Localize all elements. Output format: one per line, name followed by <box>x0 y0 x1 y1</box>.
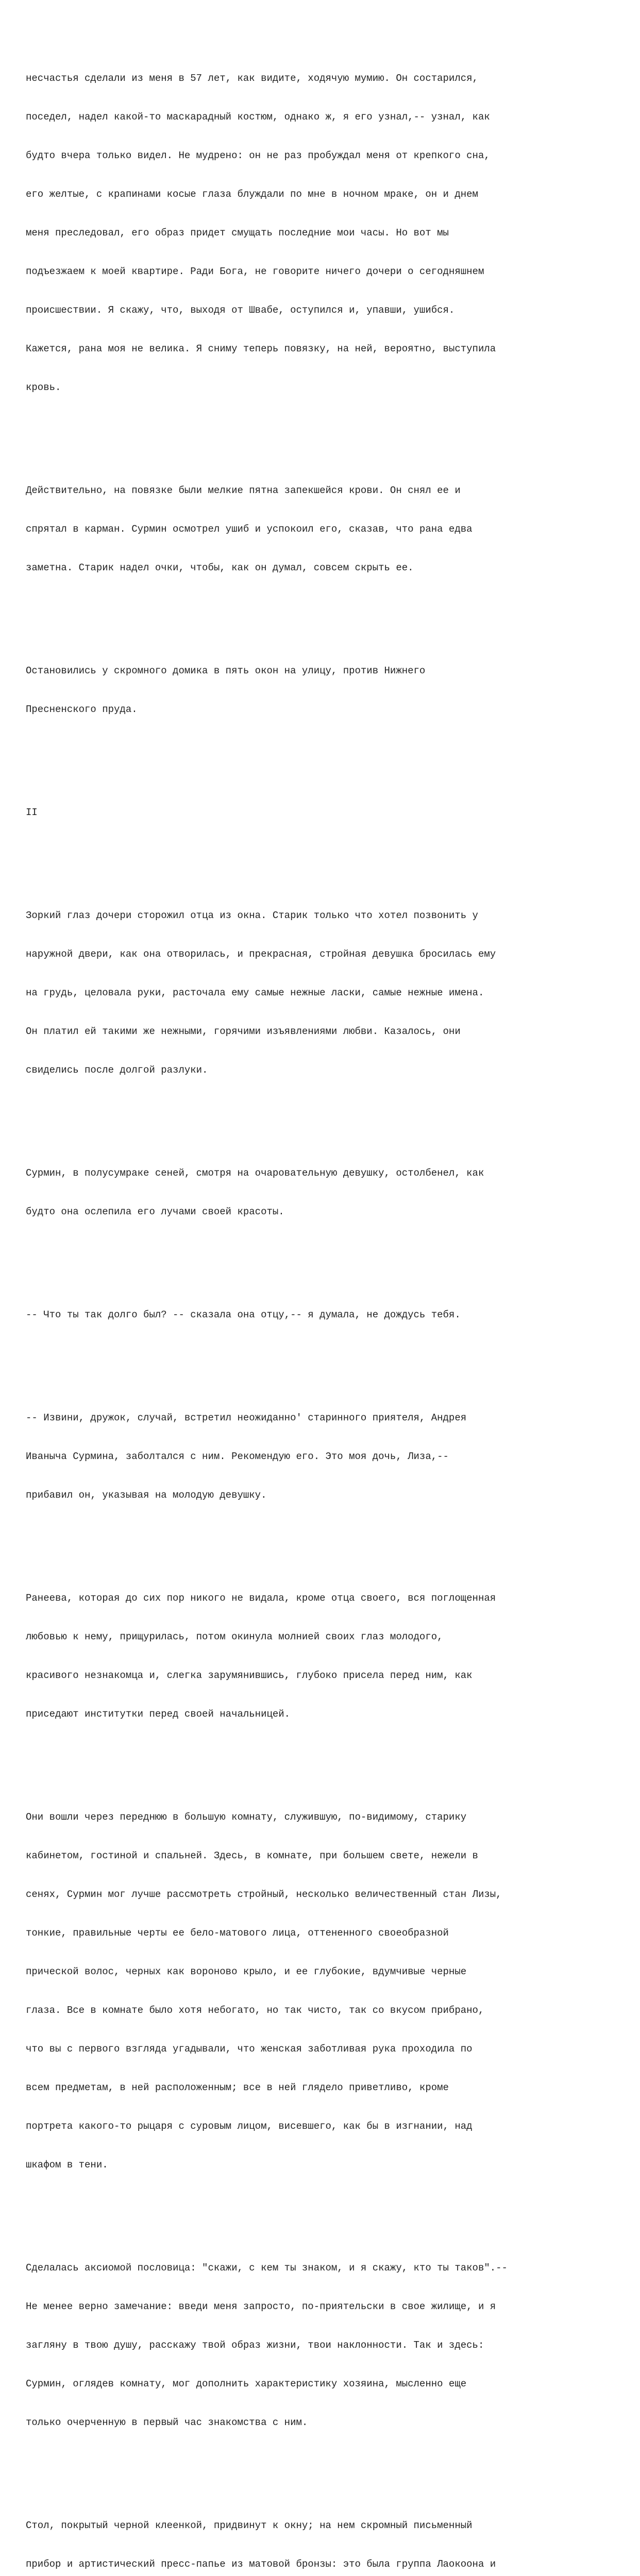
text-line: будто она ослепила его лучами своей красоты. <box>26 1206 284 1217</box>
text-line: Действительно, на повязке были мелкие пятна запекшейся крови. Он снял ее и <box>26 485 461 496</box>
text-line: Зоркий глаз дочери сторожил отца из окна. Старик только что хотел позвонить у <box>26 910 478 921</box>
text-line: наружной двери, как она отворилась, и прекрасная, стройная девушка бросилась ему <box>26 948 496 960</box>
text-line: только очерченную в первый час знакомства с ним. <box>26 2417 308 2428</box>
text-line: прибавил он, указывая на молодую девушку. <box>26 1489 267 1501</box>
text-line: Не менее верно замечание: введи меня запросто, по-приятельски в свое жилище, и я <box>26 2301 496 2312</box>
text-line: Он платил ей такими же нежными, горячими изъявлениями любви. Казалось, они <box>26 1026 461 1037</box>
text-line: заметна. Старик надел очки, чтобы, как он думал, совсем скрыть ее. <box>26 562 414 573</box>
paragraph <box>26 1566 618 1747</box>
text-line: Ранеева, которая до сих пор никого не видала, кроме отца своего, вся поглощенная <box>26 1592 496 1604</box>
text-line: поседел, надел какой-то маскарадный костюм, однако ж, я его узнал,-- узнал, как <box>26 111 490 123</box>
dialogue-paragraph <box>26 1386 618 1528</box>
text-line: спрятал в карман. Сурмин осмотрел ушиб и успокоил его, сказав, что рана едва <box>26 523 473 535</box>
text-line: прической волос, черных как вороново крыло, и ее глубокие, вдумчивые черные <box>26 1966 467 1977</box>
text-line: Сурмин, оглядев комнату, мог дополнить характеристику хозяина, мысленно еще <box>26 2378 467 2389</box>
text-line: Остановились у скромного домика в пять окон на улицу, против Нижнего <box>26 665 426 676</box>
text-line: приседают институтки перед своей начальницей. <box>26 1708 291 1720</box>
text-line: Стол, покрытый черной клеенкой, придвинут к окну; на нем скромный письменный <box>26 2520 473 2531</box>
paragraph <box>26 1141 618 1244</box>
text-line: красивого незнакомца и, слегка зарумянившись, глубоко присела перед ним, как <box>26 1670 473 1681</box>
chapter-heading <box>26 781 618 845</box>
text-line: что вы с первого взгляда угадывали, что женская заботливая рука проходила по <box>26 2043 473 2055</box>
paragraph <box>26 459 618 600</box>
text-line: шкафом в тени. <box>26 2159 108 2171</box>
text-line: глаза. Все в комнате было хотя небогато, но так чисто, так со вкусом прибрано, <box>26 2005 484 2016</box>
chapter-number: II <box>26 807 38 818</box>
text-line: сенях, Сурмин мог лучше рассмотреть стройный, несколько величественный стан Лизы, <box>26 1889 502 1900</box>
text-line: на грудь, целовала руки, расточала ему самые нежные ласки, самые нежные имена. <box>26 987 484 998</box>
text-line: подъезжаем к моей квартире. Ради Бога, не говорите ничего дочери о сегодняшнем <box>26 266 484 277</box>
text-line: тонкие, правильные черты ее бело-матового лица, оттененного своеобразной <box>26 1927 449 1939</box>
text-line: любовью к нему, прищурилась, потом окинула молнией своих глаз молодого, <box>26 1631 443 1642</box>
text-line: прибор и артистический пресс-папье из матовой бронзы: это была группа Лаокоона и <box>26 2558 496 2570</box>
paragraph <box>26 2494 618 2576</box>
paragraph <box>26 884 618 1103</box>
text-line: -- Что ты так долго был? -- сказала она отцу,-- я думала, не дождусь тебя. <box>26 1309 461 1320</box>
document-page <box>26 21 618 2576</box>
text-line: всем предметам, в ней расположенным; все в ней глядело приветливо, кроме <box>26 2082 449 2093</box>
text-line: кровь. <box>26 382 61 393</box>
text-line: меня преследовал, его образ придет смущать последние мои часы. Но вот мы <box>26 227 449 239</box>
text-line: несчастья сделали из меня в 57 лет, как видите, ходячую мумию. Он состарился, <box>26 73 478 84</box>
dialogue-paragraph <box>26 1283 618 1347</box>
text-line: портрета какого-то рыцаря с суровым лицом, висевшего, как бы в изгнании, над <box>26 2121 473 2132</box>
text-line: Иваныча Сурмина, заболтался с ним. Рекомендую его. Это моя дочь, Лиза,-- <box>26 1451 449 1462</box>
text-line: происшествии. Я скажу, что, выходя от Швабе, оступился и, упавши, ушибся. <box>26 304 455 316</box>
text-line: кабинетом, гостиной и спальней. Здесь, в комнате, при большем свете, нежели в <box>26 1850 478 1861</box>
text-line: Сделалась аксиомой пословица: "скажи, с кем ты знаком, и я скажу, кто ты таков".-- <box>26 2262 508 2274</box>
text-line: Пресненского пруда. <box>26 704 138 715</box>
paragraph <box>26 46 618 420</box>
text-line: Кажется, рана моя не велика. Я сниму теперь повязку, на ней, вероятно, выступила <box>26 343 496 354</box>
text-line: свиделись после долгой разлуки. <box>26 1064 208 1076</box>
text-line: загляну в твою душу, расскажу твой образ жизни, твои наклонности. Так и здесь: <box>26 2340 484 2351</box>
text-line: Они вошли через переднюю в большую комнату, служившую, по-видимому, старику <box>26 1811 467 1823</box>
paragraph <box>26 639 618 742</box>
paragraph <box>26 1785 618 2197</box>
text-line: будто вчера только видел. Не мудрено: он не раз пробуждал меня от крепкого сна, <box>26 150 490 161</box>
paragraph <box>26 2236 618 2455</box>
text-line: -- Извини, дружок, случай, встретил неожиданно' старинного приятеля, Андрея <box>26 1412 467 1423</box>
text-line: Сурмин, в полусумраке сеней, смотря на очаровательную девушку, остолбенел, как <box>26 1167 484 1179</box>
text-line: его желтые, с крапинами косые глаза блуждали по мне в ночном мраке, он и днем <box>26 189 478 200</box>
